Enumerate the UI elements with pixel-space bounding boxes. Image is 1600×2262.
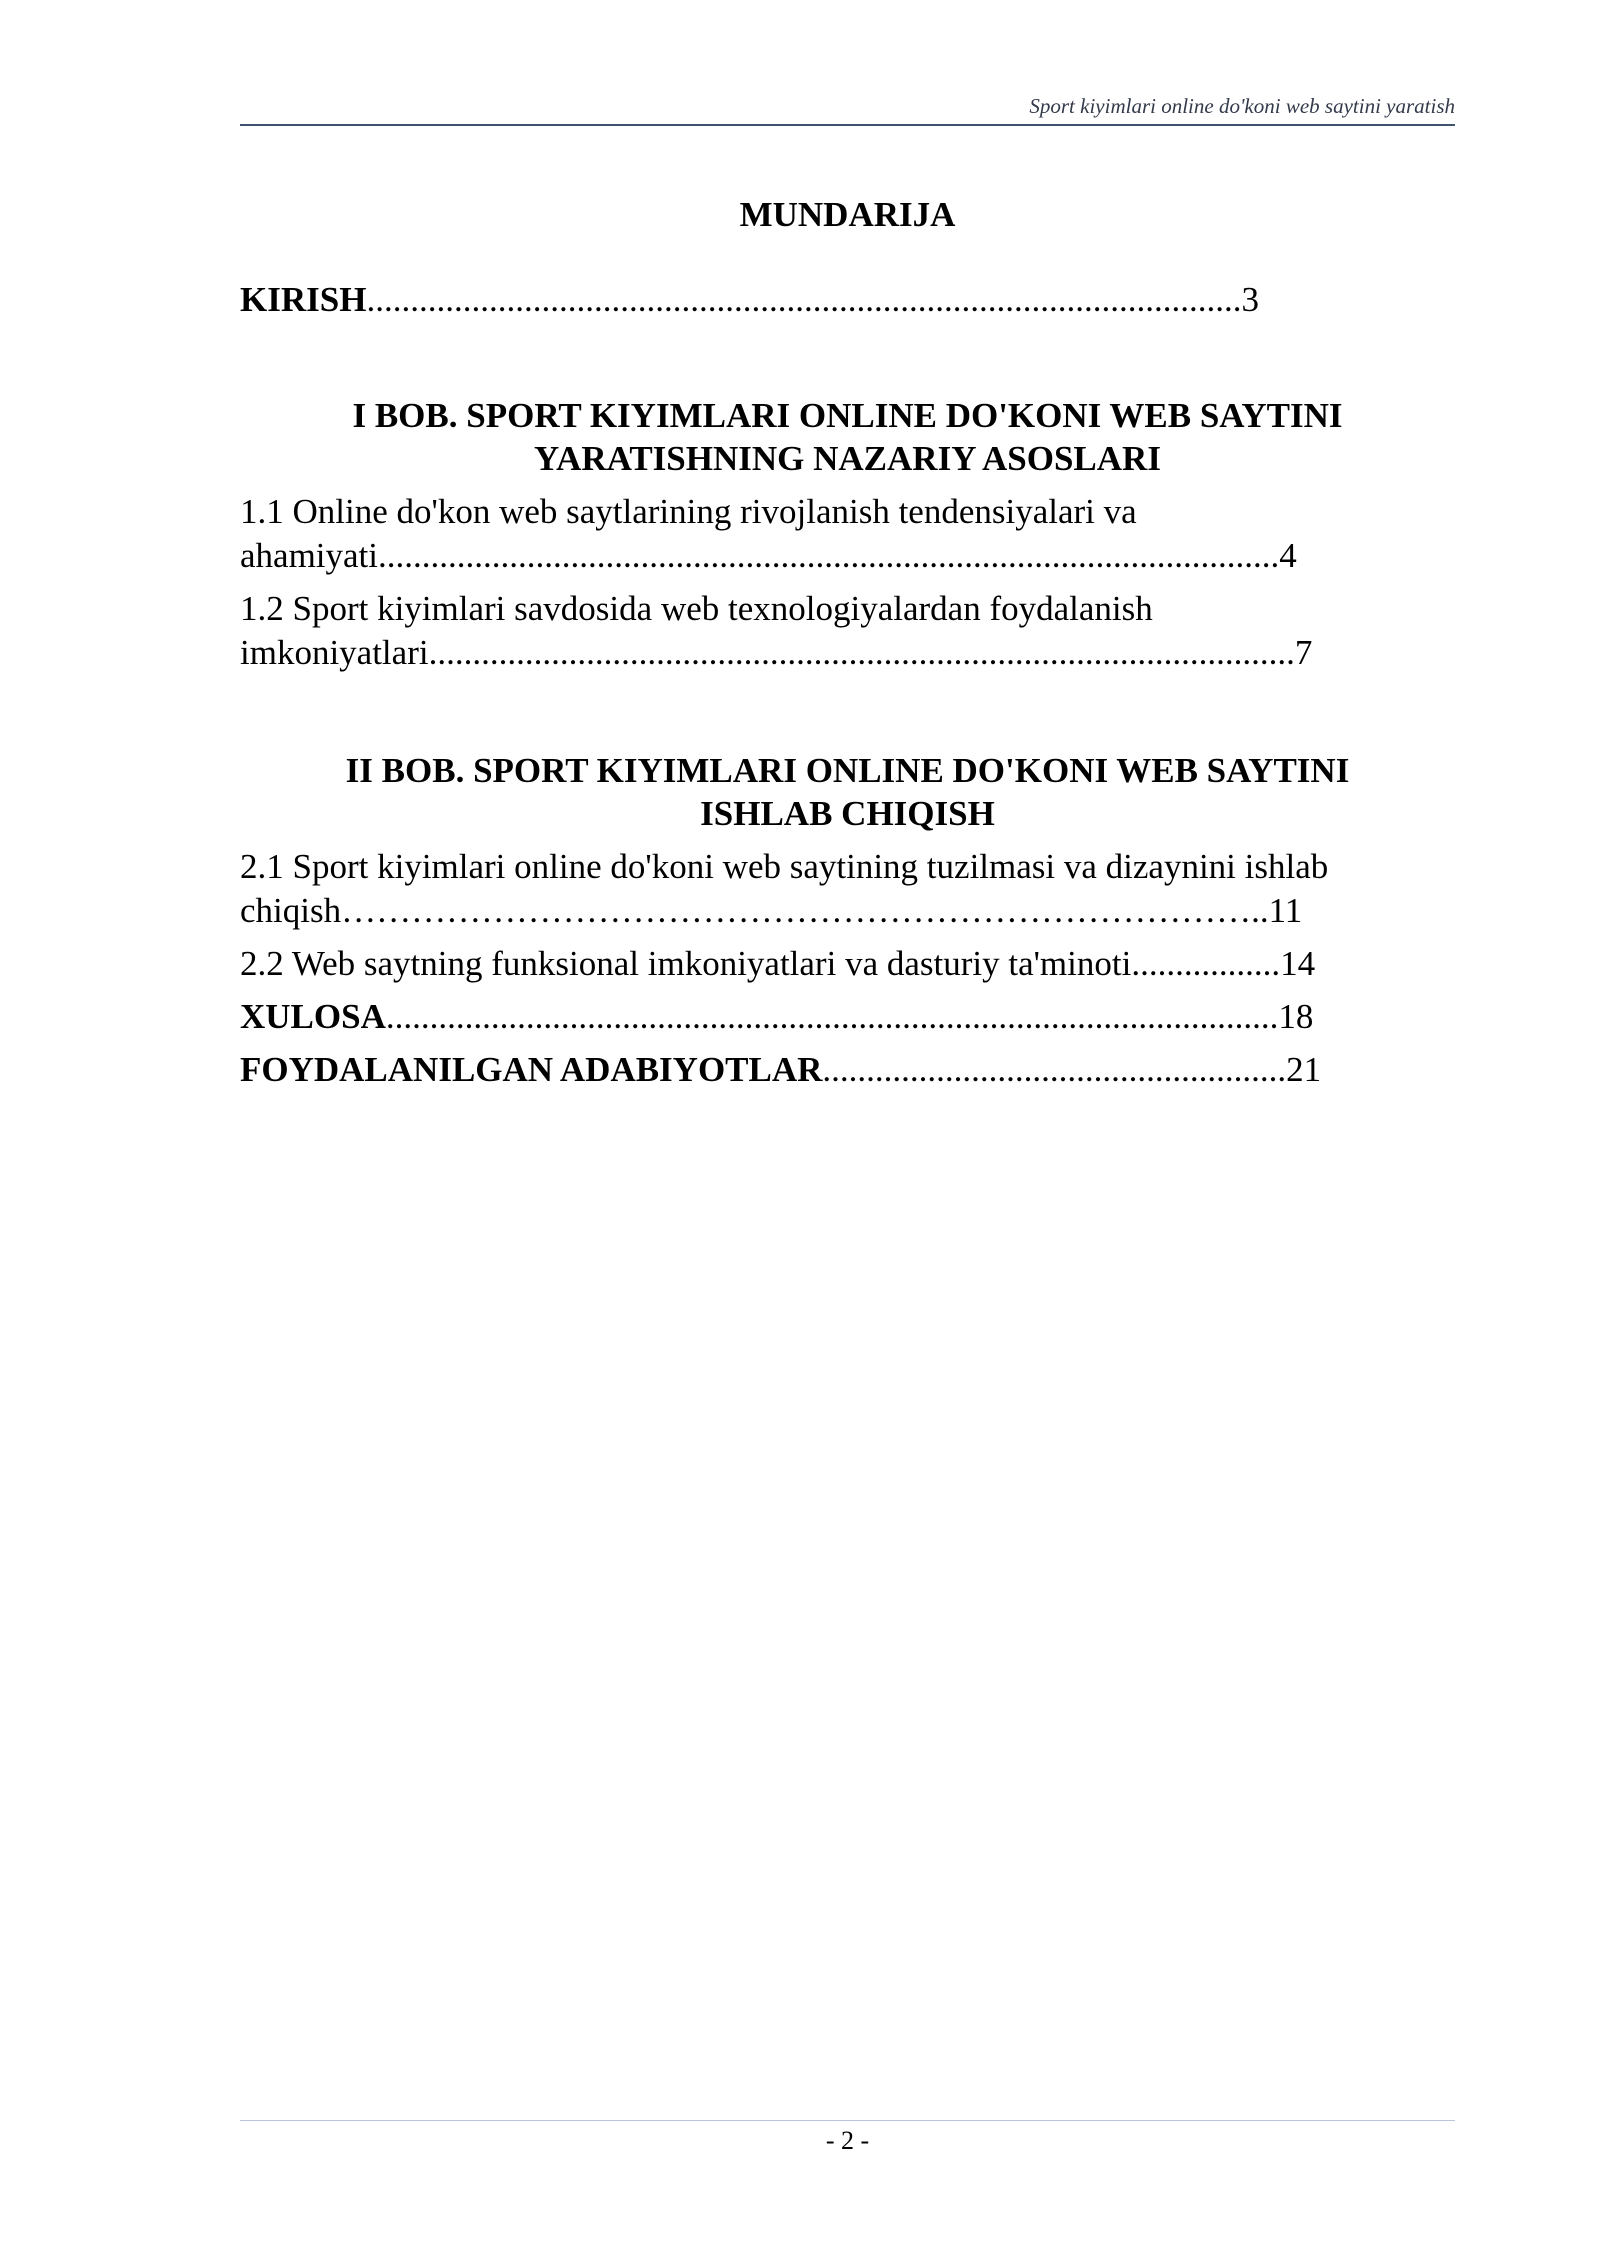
toc-entry-label: KIRISH <box>240 280 367 319</box>
toc-entry-2-2[interactable] <box>240 942 1315 986</box>
page-number: - 2 - <box>825 2126 870 2155</box>
toc-page-number: 11 <box>1268 891 1303 930</box>
toc-entry-text: ahamiyati <box>240 536 379 575</box>
toc-page-number: 3 <box>1241 280 1259 319</box>
toc-leader-dots: ...................................................................................................... <box>385 997 1279 1036</box>
chapter-2-heading <box>240 749 1455 835</box>
chapter-2-heading-line1: II BOB. SPORT KIYIMLARI ONLINE DO'KONI WEB SAYTINI <box>345 751 1350 790</box>
toc-leader-dots: .................................................................................................... <box>366 280 1242 319</box>
chapter-1-heading <box>240 394 1455 480</box>
toc-page-number: 7 <box>1294 633 1313 672</box>
toc-entry-text: 1.2 Sport kiyimlari savdosida web texnologiyalardan foydalanish <box>240 589 1153 628</box>
toc-entry-text: chiqish <box>240 891 342 930</box>
toc-entry-continuation <box>240 534 1297 578</box>
toc-page-number: 21 <box>1286 1050 1322 1089</box>
toc-entry-intro[interactable] <box>240 278 1259 322</box>
toc-page-number: 14 <box>1280 944 1316 983</box>
chapter-2-heading-line2: ISHLAB CHIQISH <box>700 794 995 833</box>
running-title: Sport kiyimlari online do'koni web saytini yaratish <box>1029 94 1455 118</box>
chapter-1-heading-line1: I BOB. SPORT KIYIMLARI ONLINE DO'KONI WEB SAYTINI <box>352 396 1343 435</box>
toc-title: MUNDARIJA <box>739 195 956 234</box>
toc-leader-dots: ................................................................................................... <box>428 633 1295 672</box>
footer-divider <box>240 2120 1455 2121</box>
toc-entry-text: 1.1 Online do'kon web saytlarining rivojlanish tendensiyalari va <box>240 492 1137 531</box>
chapter-1-heading-line2: YARATISHNING NAZARIY ASOSLARI <box>534 439 1161 478</box>
toc-leader-dots: …………………………………………………………………….. <box>341 891 1269 930</box>
toc-leader-dots: ..................................................... <box>822 1050 1287 1089</box>
toc-leader-dots: ....................................................................................................... <box>378 536 1280 575</box>
toc-entry-text: 2.2 Web saytning funksional imkoniyatlari va dasturiy ta'minoti <box>240 944 1132 983</box>
toc-entry-text: 2.1 Sport kiyimlari online do'koni web saytining tuzilmasi va dizaynini ishlab <box>240 847 1329 886</box>
toc-page-number: 4 <box>1279 536 1297 575</box>
toc-entry-continuation <box>240 889 1302 933</box>
toc-page-number: 18 <box>1278 997 1314 1036</box>
toc-entry-conclusion[interactable] <box>240 995 1313 1039</box>
toc-entry-continuation <box>240 631 1312 675</box>
toc-entry-references[interactable] <box>240 1048 1321 1092</box>
header-divider <box>240 124 1455 126</box>
toc-entry-label: FOYDALANILGAN ADABIYOTLAR <box>240 1050 823 1089</box>
toc-entry-text: imkoniyatlari <box>240 633 429 672</box>
toc-entry-label: XULOSA <box>240 997 386 1036</box>
toc-leader-dots: ................. <box>1131 944 1281 983</box>
